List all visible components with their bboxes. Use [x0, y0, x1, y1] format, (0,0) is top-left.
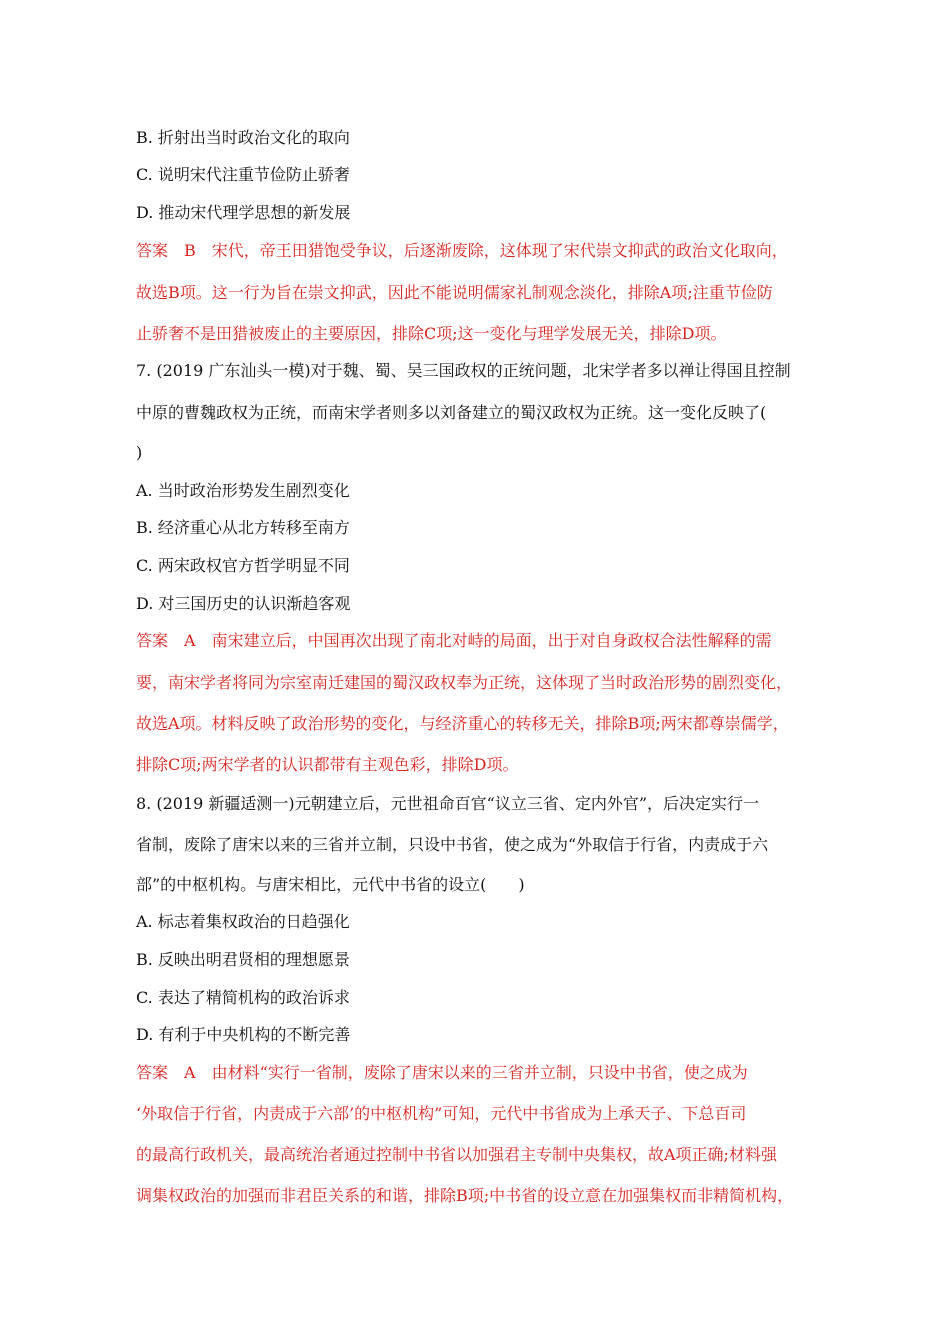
q7-option-d: D. 对三国历史的认识渐趋客观: [136, 594, 351, 613]
answer-label: 答案: [136, 241, 169, 260]
q7-answer-line-4: 排除C项;两宋学者的认识都带有主观色彩，排除D项。: [136, 755, 519, 774]
answer-text: 宋代，帝王田猎饱受争议，后逐渐废除，这体现了宋代崇文抑武的政治文化取向，: [211, 241, 788, 260]
q6-answer-line-1: [136, 240, 788, 262]
q6-option-b: B. 折射出当时政治文化的取向: [136, 128, 350, 147]
answer-label: 答案: [136, 1063, 169, 1082]
q8-option-d: D. 有利于中央机构的不断完善: [136, 1025, 351, 1044]
q6-option-c: C. 说明宋代注重节俭防止骄奢: [136, 165, 350, 184]
q7-option-b: B. 经济重心从北方转移至南方: [136, 518, 350, 537]
q7-answer-line-3: 故选A项。材料反映了政治形势的变化，与经济重心的转移无关，排除B项;两宋都尊崇儒学，: [136, 714, 789, 733]
q7-answer-line-1: [136, 630, 772, 652]
q8-stem-line-2: 省制，废除了唐宋以来的三省并立制，只设中书省，使之成为“外取信于行省，内责成于六: [136, 835, 769, 854]
q8-option-c: C. 表达了精简机构的政治诉求: [136, 988, 350, 1007]
q7-stem-line-3: ): [136, 443, 143, 462]
q6-answer-line-3: 止骄奢不是田猎被废止的主要原因，排除C项;这一变化与理学发展无关，排除D项。: [136, 324, 727, 343]
q8-answer-line-1: [136, 1062, 748, 1084]
q8-answer-line-4: 调集权政治的加强而非君臣关系的和谐，排除B项;中书省的设立意在加强集权而非精简机构，: [136, 1186, 794, 1205]
q8-answer-line-3: 的最高行政机关，最高统治者通过控制中书省以加强君主专制中央集权，故A项正确;材料强: [136, 1145, 777, 1164]
q6-option-d: D. 推动宋代理学思想的新发展: [136, 203, 351, 222]
q8-option-b: B. 反映出明君贤相的理想愿景: [136, 950, 350, 969]
q6-answer-line-2: 故选B项。这一行为旨在崇文抑武，因此不能说明儒家礼制观念淡化，排除A项;注重节俭防: [136, 283, 773, 302]
answer-key: A: [184, 631, 196, 650]
answer-key: B: [184, 241, 196, 260]
answer-key: A: [184, 1063, 196, 1082]
q8-answer-line-2: ‘外取信于行省，内责成于六部’的中枢机构”可知，元代中书省成为上承天子、下总百司: [136, 1104, 747, 1123]
q7-stem-line-2: 中原的曹魏政权为正统，而南宋学者则多以刘备建立的蜀汉政权为正统。这一变化反映了(: [136, 403, 767, 422]
q8-option-a: A. 标志着集权政治的日趋强化: [136, 912, 350, 931]
answer-label: 答案: [136, 631, 169, 650]
answer-text: 南宋建立后，中国再次出现了南北对峙的局面，出于对自身政权合法性解释的需: [211, 631, 772, 650]
q7-option-c: C. 两宋政权官方哲学明显不同: [136, 556, 350, 575]
q7-option-a: A. 当时政治形势发生剧烈变化: [136, 481, 350, 500]
q7-stem-line-1: 7. (2019 广东汕头一模)对于魏、蜀、吴三国政权的正统问题，北宋学者多以禅让得国且控制: [136, 361, 791, 380]
q7-answer-line-2: 要，南宋学者将同为宗室南迁建国的蜀汉政权奉为正统，这体现了当时政治形势的剧烈变化，: [136, 673, 793, 692]
q8-stem-line-3: 部”的中枢机构。与唐宋相比，元代中书省的设立( ): [136, 875, 525, 894]
q8-stem-line-1: 8. (2019 新疆适测一)元朝建立后，元世祖命百官“议立三省、定内外官”，后决定实行一: [136, 794, 760, 813]
answer-text: 由材料“实行一省制，废除了唐宋以来的三省并立制，只设中书省，使之成为: [211, 1063, 748, 1082]
